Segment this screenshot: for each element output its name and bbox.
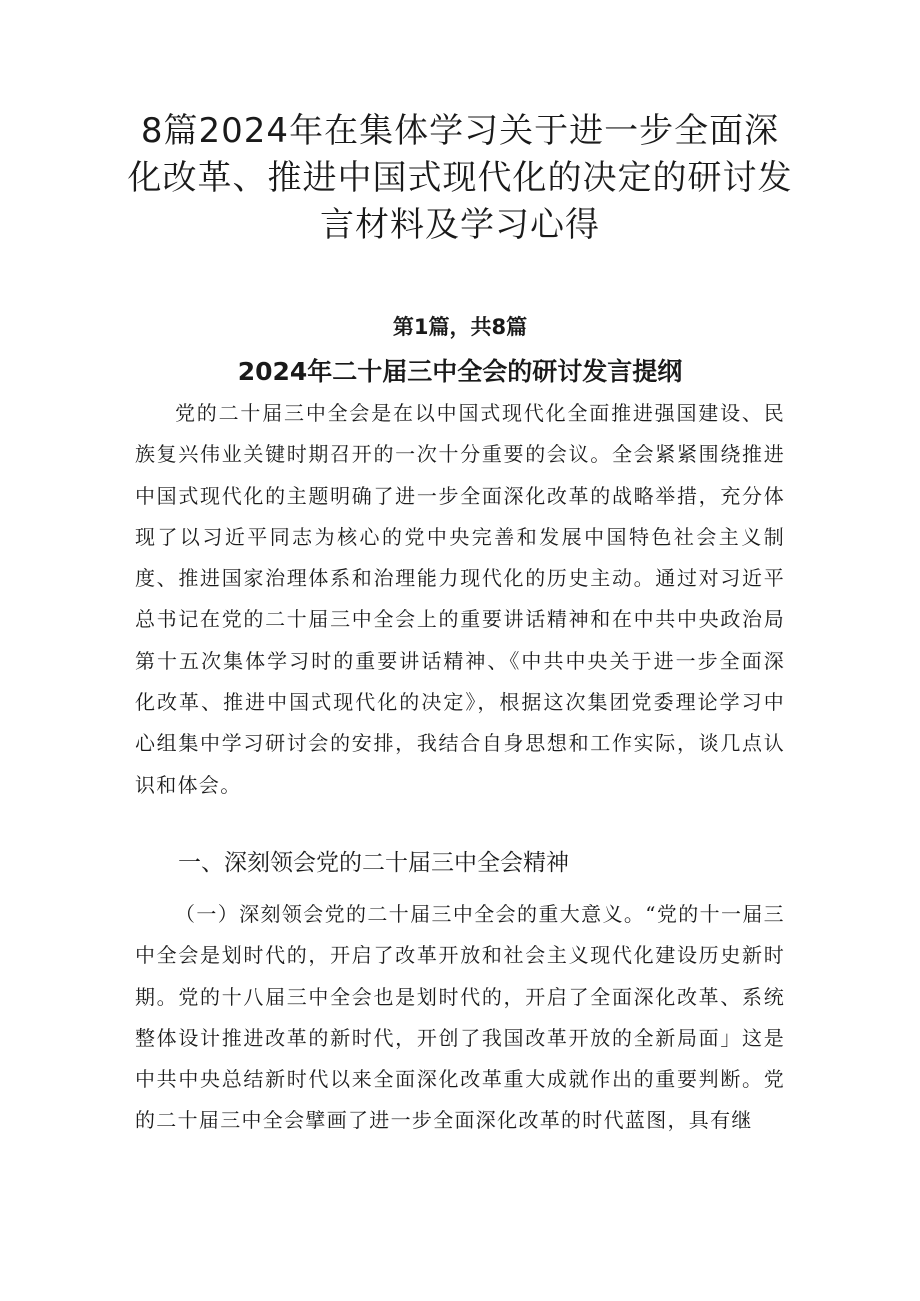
document-title	[120, 108, 800, 249]
title-line: 化改革、推进中国式现代化的决定的研讨发	[127, 158, 793, 198]
part-label: 第1篇，共8篇	[392, 315, 528, 339]
section-heading: 2024年二十届三中全会的研讨发言提纲	[237, 357, 683, 386]
subsection-heading: 一、深刻领会党的二十届三中全会精神	[178, 850, 569, 876]
title-line: 言材料及学习心得	[320, 205, 600, 245]
intro-paragraph: 党的二十届三中全会是在以中国式现代化全面推进强国建设、民族复兴伟业关键时期召开的一次十分重要的会议。全会紧紧围绕推进中国式现代化的主题明确了进一步全面深化改革的战略举措，充分体现了以习近平同志为核心的党中央完善和发展中国特色社会主义制度、推进国家治理体系和治理能力现代化的历史主动。通过对习近平总书记在党的二十届三中全会上的重要讲话精神和在中共中央政治局第十五次集体学习时的重要讲话精神、《中共中央关于进一步全面深化改革、推进中国式现代化的决定》，根据这次集团党委理论学习中心组集中学习研讨会的安排，我结合自身思想和工作实际，谈几点认识和体会。	[135, 401, 785, 797]
body-paragraph: （一）深刻领会党的二十届三中全会的重大意义。“党的十一届三中全会是划时代的，开启了改革开放和社会主义现代化建设历史新时期。党的十八届三中全会也是划时代的，开启了全面深化改革、系统整体设计推进改革的新时代，开创了我国改革开放的全新局面」这是中共中央总结新时代以来全面深化改革重大成就作出的重要判断。党的二十届三中全会擘画了进一步全面深化改革的时代蓝图，具有继	[135, 902, 785, 1133]
title-line: 8篇2024年在集体学习关于进一步全面深	[140, 111, 780, 151]
